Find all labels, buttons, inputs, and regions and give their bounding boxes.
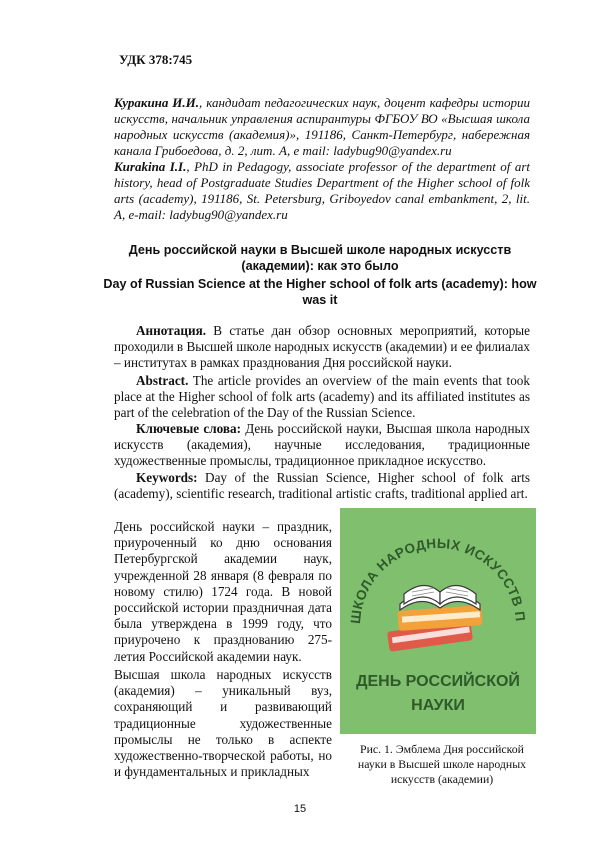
author-ru-block — [114, 95, 530, 159]
body-paragraph-2 — [114, 667, 332, 780]
abstract-paragraph — [114, 373, 530, 422]
author-en-name: Kurakina I.I. — [114, 159, 187, 174]
keywords-ru-text: День российской науки, Высшая школа народных искусств (академия), научные исследования, традиционные художественные промыслы, традиционное прикладное искусство. — [114, 421, 530, 469]
author-ru-name: Куракина И.И. — [114, 95, 200, 110]
books-icon — [387, 585, 483, 651]
author-en-affiliation: , PhD in Pedagogy, associate professor of the department of art history, head of Postgraduate Studies Department of the Higher school of folk arts (academy), 191186, St. Petersburg, Griboyedov canal embankment, 2, lit. A, e-mail: ladybug90@yandex.ru — [114, 159, 531, 222]
article-title-en: Day of Russian Science at the Higher school of folk arts (academy): how was it — [103, 277, 537, 307]
figure-caption: Рис. 1. Эмблема Дня российской науки в Высшей школе народных искусств (академии) — [357, 742, 527, 786]
emblem-figure — [340, 508, 536, 734]
annotation-label: Аннотация. — [136, 323, 207, 338]
keywords-en-paragraph — [114, 470, 530, 502]
annotation-paragraph — [114, 323, 530, 372]
svg-text:ВЫСШАЯ ШКОЛА НАРОДНЫХ ИСКУССТВ — [340, 508, 528, 624]
page-number: 15 — [293, 803, 307, 815]
abstract-label: Abstract. — [136, 373, 189, 388]
keywords-ru-label: Ключевые слова: — [136, 421, 241, 436]
body-paragraph-1 — [114, 519, 332, 665]
emblem-title-line1: ДЕНЬ РОССИЙСКОЙ — [356, 673, 520, 690]
keywords-en-label: Keywords: — [136, 470, 198, 485]
abstract-text: The article provides an overview of the main events that took place at the Higher school of folk arts (academy) and its affiliated institutes as part of the celebration of the Day of the Russian Science. — [114, 373, 530, 421]
emblem-arc-text: ШКОЛА НАРОДНЫХ ИСКУССТВ П — [347, 535, 528, 625]
body-paragraph-1-text: День российской науки – праздник, приуроченный ко дню основания Петербургской академии наук, учрежденной 28 января (8 февраля по новому стилю) 1724 года. В новой российской истории праздничная дата была утверждена в 1999 году, что приурочено к празднованию 275-летия Российской академии наук. — [114, 519, 332, 664]
keywords-en-text: Day of the Russian Science, Higher school of folk arts (academy), scientific research, traditional artistic crafts, traditional applied art. — [114, 470, 530, 502]
emblem-image — [340, 508, 536, 734]
author-en-block — [114, 159, 530, 223]
keywords-ru-paragraph — [114, 421, 530, 470]
body-paragraph-2-text: Высшая школа народных искусств (академия) – уникальный вуз, сохраняющий и развивающий традиционные художественные промыслы не только в аспекте художественно-творческой работы, но и фундаментальных и прикладных — [114, 667, 332, 780]
annotation-text: В статье дан обзор основных мероприятий, которые проходили в Высшей школе народных искусств (академии) и ее филиалах – институтах в рамках празднования Дня российской науки. — [114, 323, 530, 371]
emblem-title-line2: НАУКИ — [411, 697, 465, 714]
author-ru-affiliation: , кандидат педагогических наук, доцент кафедры истории искусств, начальник управления аспирантуры ФГБОУ ВО «Высшая школа народных искусств (академия)», 191186, Санкт-Петербург, набережная канала Грибоедова, д. 2, лит. А, e mail: ladybug90@yandex.ru — [114, 95, 530, 158]
article-title-ru: День российской науки в Высшей школе народных искусств (академии): как это было — [128, 243, 512, 273]
udk-code: УДК 378:745 — [119, 52, 193, 67]
